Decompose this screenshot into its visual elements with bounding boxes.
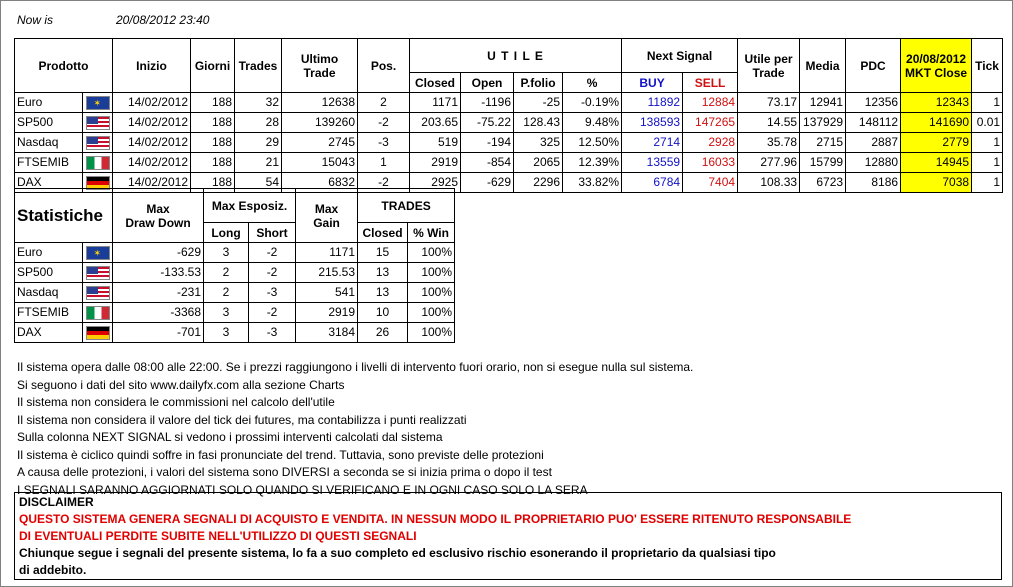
mkt-close: 14945 [901,153,972,173]
col-next-signal: Next Signal [622,39,738,73]
product-name: DAX [15,323,83,343]
mkt-close: 7038 [901,173,972,193]
disclaimer-box [14,492,1002,580]
closed: 13 [358,263,408,283]
short: -3 [249,283,296,303]
max-drawdown: -629 [113,243,204,263]
table-row [15,263,455,283]
trades: 54 [235,173,282,193]
product-name: SP500 [15,263,83,283]
product-name: DAX [15,173,83,193]
long: 3 [204,243,249,263]
note-line: I SEGNALI SARANNO AGGIORNATI SOLO QUANDO SI VERIFICANO E IN OGNI CASO SOLO LA SERA [17,482,588,497]
open: -1196 [461,93,514,113]
col-sell: SELL [683,73,738,93]
last-trade: 15043 [282,153,358,173]
short: -2 [249,243,296,263]
us-flag-icon [86,266,110,280]
system-notes [17,359,693,499]
table-row [15,93,1003,113]
closed: 2919 [410,153,461,173]
table-row [15,303,455,323]
short: -2 [249,303,296,323]
closed: 10 [358,303,408,323]
open: -854 [461,153,514,173]
disclaimer-warning-line: DI EVENTUALI PERDITE SUBITE NELL'UTILIZZO DI QUESTI SEGNALI [19,529,417,543]
trades: 28 [235,113,282,133]
sell-signal: 16033 [683,153,738,173]
note-line: Si seguono i dati del sito www.dailyfx.com alla sezione Charts [17,377,345,392]
win-rate: 100% [408,303,455,323]
stats-table [14,188,455,343]
tick: 1 [972,153,1003,173]
table-row [15,113,1003,133]
win-rate: 100% [408,323,455,343]
profit-per-trade: 108.33 [738,173,800,193]
short: -2 [249,263,296,283]
col-closed: Closed [410,73,461,93]
col-trades: Trades [235,39,282,93]
closed: 1171 [410,93,461,113]
percent: -0.19% [563,93,622,113]
eu-flag-icon [86,246,110,260]
open: -194 [461,133,514,153]
col-media: Media [800,39,846,93]
disclaimer-text-line: Chiunque segue i segnali del presente sistema, lo fa a suo completo ed esclusivo rischio esonerando il proprietario da qualsiasi tipo [19,546,776,560]
average: 15799 [800,153,846,173]
col-max-gain: Max Gain [296,189,358,243]
start-date: 14/02/2012 [113,93,191,113]
position: -3 [358,133,410,153]
pdc: 12356 [846,93,901,113]
closed: 13 [358,283,408,303]
long: 3 [204,323,249,343]
open: -75.22 [461,113,514,133]
profit-per-trade: 277.96 [738,153,800,173]
col-pct: % [563,73,622,93]
win-rate: 100% [408,283,455,303]
max-drawdown: -231 [113,283,204,303]
max-drawdown: -701 [113,323,204,343]
long: 3 [204,303,249,323]
it-flag-icon [86,306,110,320]
col-win: % Win [408,223,455,243]
us-flag-icon [86,136,110,150]
long: 2 [204,263,249,283]
tick: 1 [972,133,1003,153]
col-max-esposiz: Max Esposiz. [204,189,296,223]
open: -629 [461,173,514,193]
average: 2715 [800,133,846,153]
position: -2 [358,113,410,133]
buy-signal: 11892 [622,93,683,113]
sell-signal: 12884 [683,93,738,113]
table-row [15,243,455,263]
mkt-close: 12343 [901,93,972,113]
table-row [15,323,455,343]
mkt-close: 141690 [901,113,972,133]
profit-per-trade: 14.55 [738,113,800,133]
max-drawdown: -133.53 [113,263,204,283]
percent: 9.48% [563,113,622,133]
product-name: Nasdaq [15,133,83,153]
max-gain: 1171 [296,243,358,263]
start-date: 14/02/2012 [113,153,191,173]
average: 6723 [800,173,846,193]
note-line: A causa delle protezioni, i valori del sistema sono DIVERSI a seconda se si inizia prima o dopo il test [17,465,552,479]
col-pfolio: P.folio [514,73,563,93]
col-pos: Pos. [358,39,410,93]
sell-signal: 7404 [683,173,738,193]
product-name: SP500 [15,113,83,133]
last-trade: 139260 [282,113,358,133]
max-gain: 2919 [296,303,358,323]
position: 1 [358,153,410,173]
profit-per-trade: 73.17 [738,93,800,113]
portfolio: 325 [514,133,563,153]
start-date: 14/02/2012 [113,173,191,193]
table-row [15,153,1003,173]
disclaimer-text-line: di addebito. [19,563,87,577]
trades: 21 [235,153,282,173]
disclaimer-warning-line: QUESTO SISTEMA GENERA SEGNALI DI ACQUISTO E VENDITA. IN NESSUN MODO IL PROPRIETARIO PUO' ESSERE RITENUTO RESPONSABILE [19,512,852,526]
col-ultimo-trade: Ultimo Trade [282,39,358,93]
table-row [15,283,455,303]
product-name: Euro [15,93,83,113]
product-name: FTSEMIB [15,303,83,323]
portfolio: -25 [514,93,563,113]
closed: 15 [358,243,408,263]
portfolio: 2296 [514,173,563,193]
note-line: Sulla colonna NEXT SIGNAL si vedono i prossimi interventi calcolati dal sistema [17,430,443,444]
closed: 26 [358,323,408,343]
note-line: Il sistema non considera le commissioni nel calcolo dell'utile [17,395,335,409]
it-flag-icon [86,156,110,170]
max-gain: 541 [296,283,358,303]
us-flag-icon [86,286,110,300]
disclaimer-title: DISCLAIMER [19,495,94,509]
pdc: 148112 [846,113,901,133]
buy-signal: 6784 [622,173,683,193]
start-date: 14/02/2012 [113,133,191,153]
average: 137929 [800,113,846,133]
closed: 2925 [410,173,461,193]
note-line: Il sistema opera dalle 08:00 alle 22:00. Se i prezzi raggiungono i livelli di intervento fuori orario, non si esegue nulla sul sistema. [17,360,694,374]
col-short: Short [249,223,296,243]
closed: 203.65 [410,113,461,133]
trades: 32 [235,93,282,113]
days: 188 [191,153,235,173]
days: 188 [191,133,235,153]
col-utile: U T I L E [410,39,622,73]
col-pdc: PDC [846,39,901,93]
max-gain: 3184 [296,323,358,343]
buy-signal: 138593 [622,113,683,133]
de-flag-icon [86,326,110,340]
last-trade: 2745 [282,133,358,153]
long: 2 [204,283,249,303]
col-open: Open [461,73,514,93]
col-prodotto: Prodotto [15,39,113,93]
now-is-label: Now is [17,13,54,27]
tick: 1 [972,173,1003,193]
buy-signal: 13559 [622,153,683,173]
tick: 0.01 [972,113,1003,133]
col-trades: TRADES [358,189,455,223]
percent: 12.39% [563,153,622,173]
trades: 29 [235,133,282,153]
note-line: Il sistema non considera il valore del tick dei futures, ma contabilizza i punti realizzati [17,412,467,427]
position: -2 [358,173,410,193]
portfolio: 2065 [514,153,563,173]
position: 2 [358,93,410,113]
last-trade: 12638 [282,93,358,113]
days: 188 [191,93,235,113]
profit-per-trade: 35.78 [738,133,800,153]
pdc: 2887 [846,133,901,153]
col-tick: Tick [972,39,1003,93]
win-rate: 100% [408,263,455,283]
sell-signal: 147265 [683,113,738,133]
col-giorni: Giorni [191,39,235,93]
short: -3 [249,323,296,343]
eu-flag-icon [86,96,110,110]
days: 188 [191,113,235,133]
col-mkt-close: 20/08/2012 MKT Close [901,39,972,93]
stats-title: Statistiche [15,189,113,243]
tick: 1 [972,93,1003,113]
col-max-drawdown: Max Draw Down [113,189,204,243]
col-long: Long [204,223,249,243]
col-buy: BUY [622,73,683,93]
days: 188 [191,173,235,193]
average: 12941 [800,93,846,113]
mkt-close: 2779 [901,133,972,153]
product-name: Nasdaq [15,283,83,303]
col-utile-per-trade: Utile per Trade [738,39,800,93]
note-line: Il sistema è ciclico quindi soffre in fasi pronunciate del trend. Tuttavia, sono previste delle protezioni [17,447,544,462]
table-row [15,133,1003,153]
us-flag-icon [86,116,110,130]
last-trade: 6832 [282,173,358,193]
pdc: 12880 [846,153,901,173]
product-name: FTSEMIB [15,153,83,173]
start-date: 14/02/2012 [113,113,191,133]
percent: 12.50% [563,133,622,153]
signals-table [14,38,1003,193]
sell-signal: 2928 [683,133,738,153]
product-name: Euro [15,243,83,263]
max-drawdown: -3368 [113,303,204,323]
col-inizio: Inizio [113,39,191,93]
win-rate: 100% [408,243,455,263]
buy-signal: 2714 [622,133,683,153]
closed: 519 [410,133,461,153]
col-closed: Closed [358,223,408,243]
current-datetime: 20/08/2012 23:40 [116,13,210,27]
percent: 33.82% [563,173,622,193]
pdc: 8186 [846,173,901,193]
portfolio: 128.43 [514,113,563,133]
max-gain: 215.53 [296,263,358,283]
